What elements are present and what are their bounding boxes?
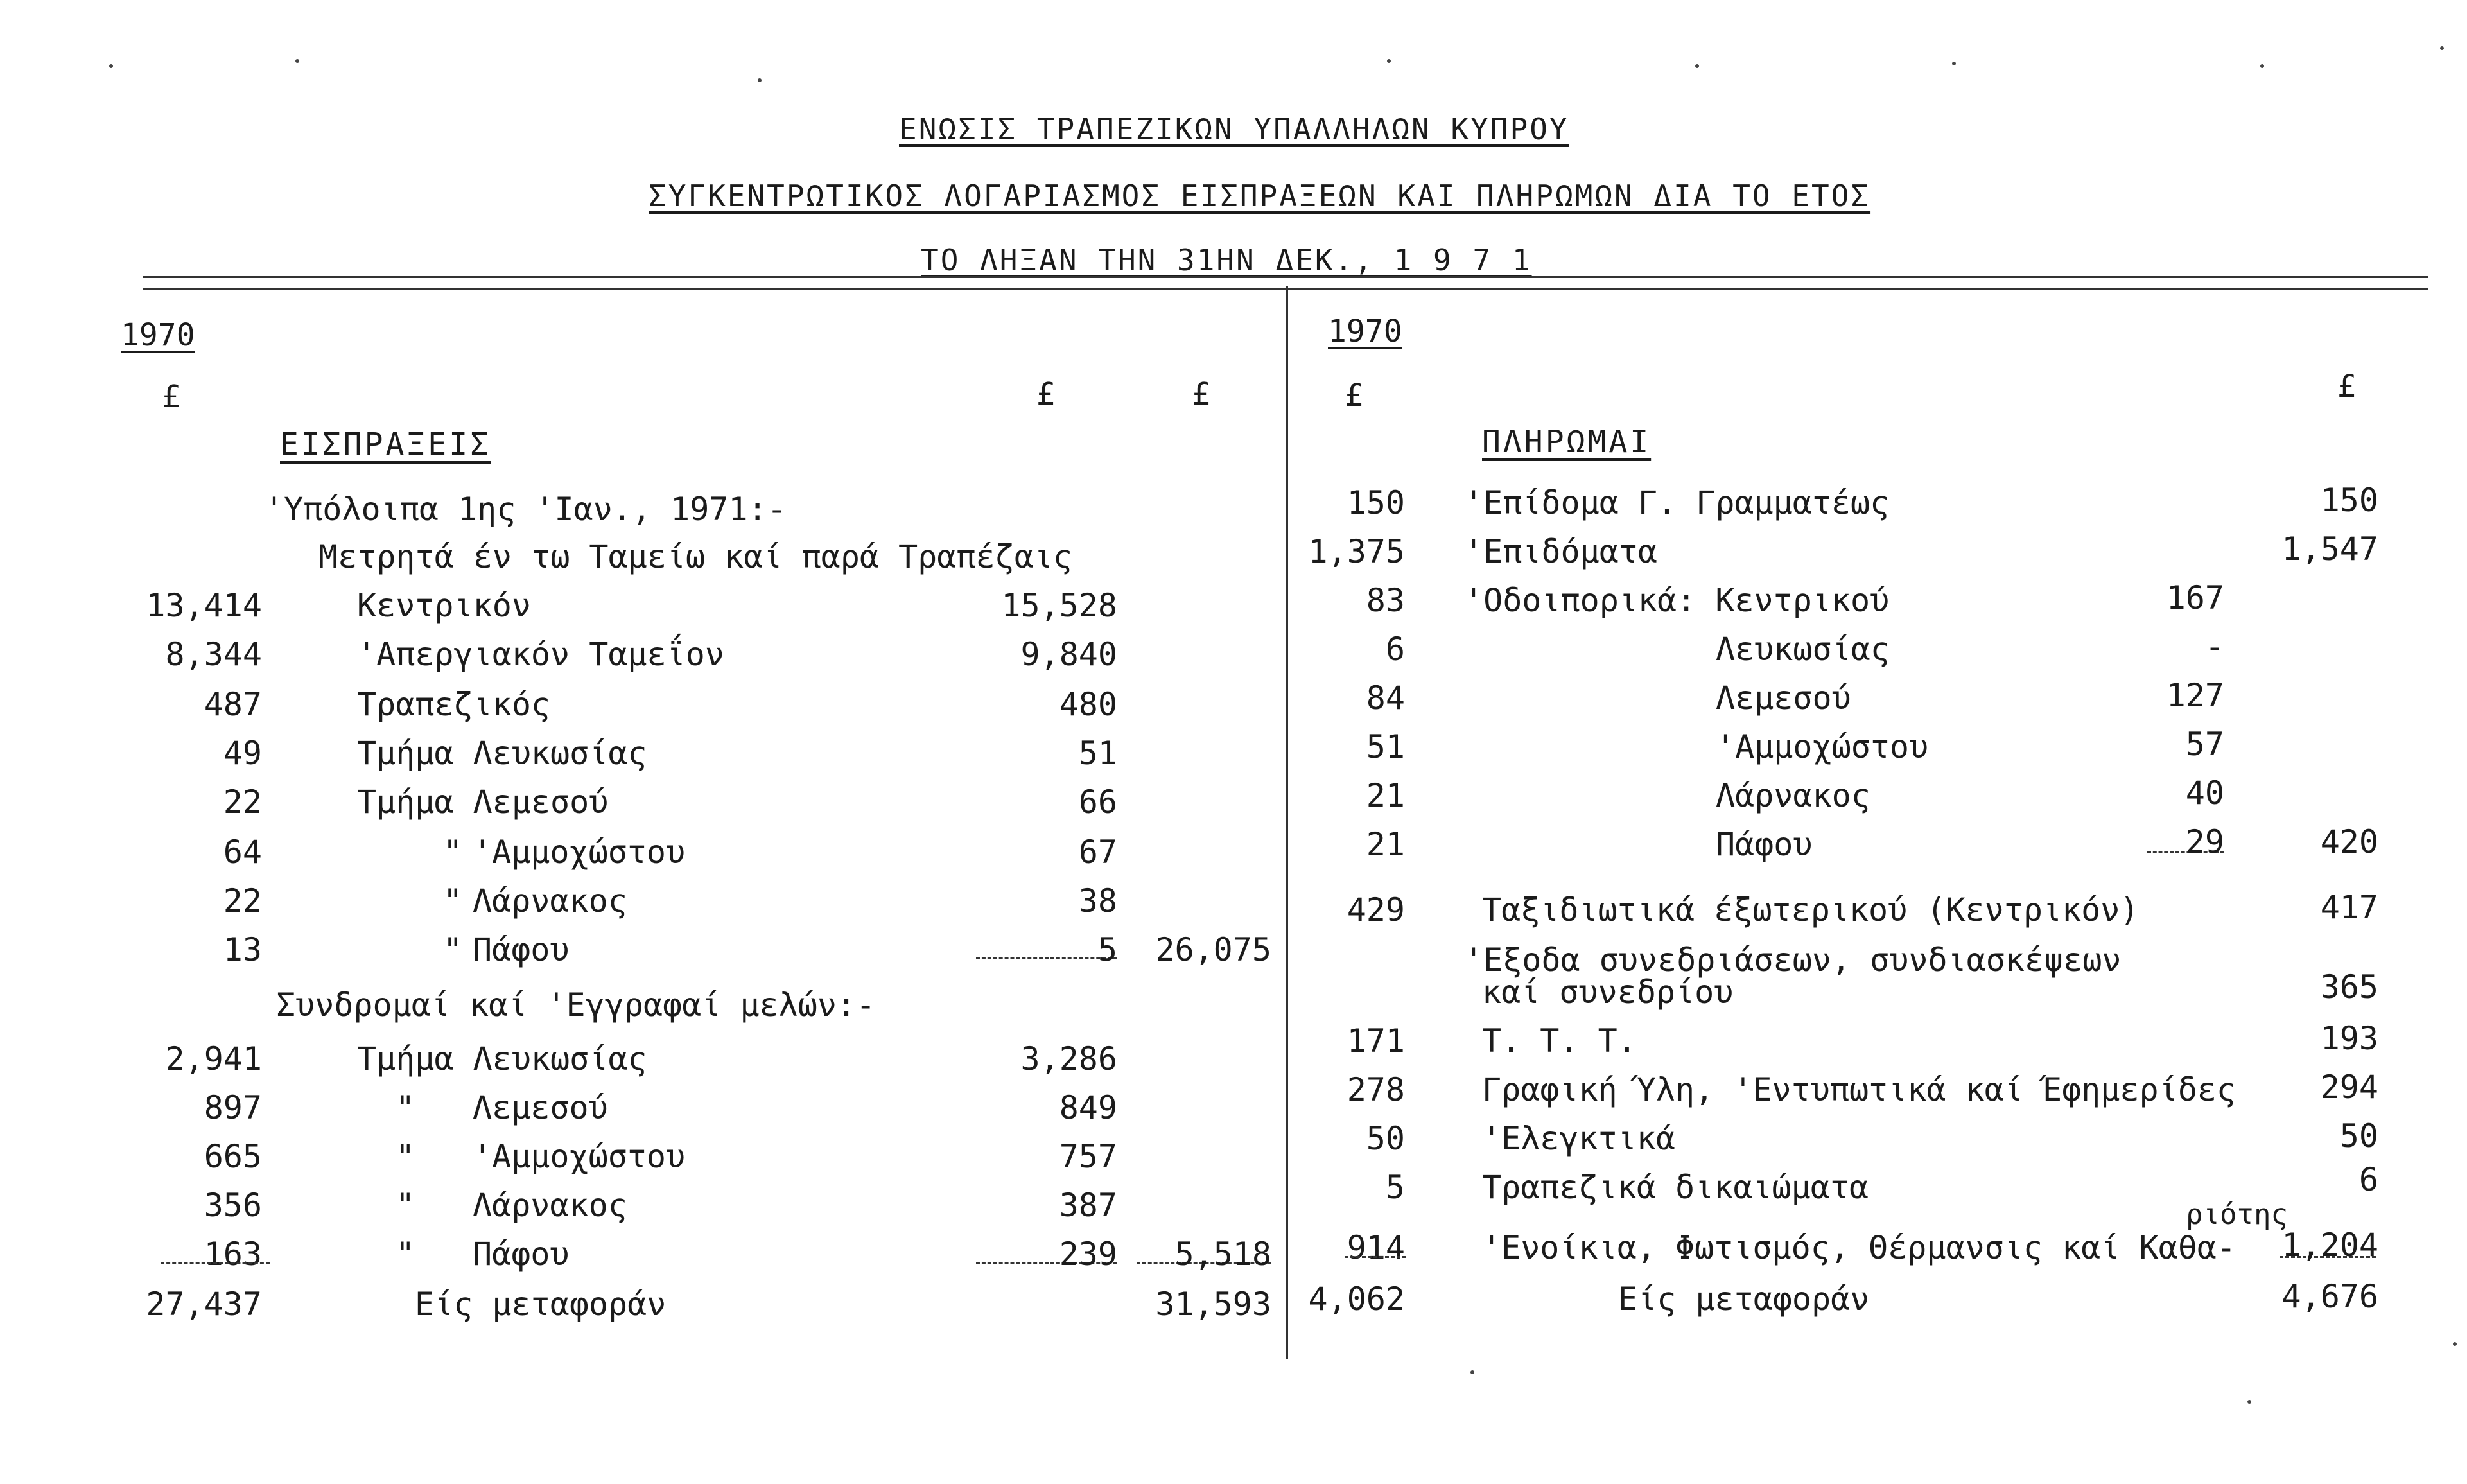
table-row-prev: 429 — [1347, 891, 1405, 929]
table-row-prev: 13 — [223, 931, 262, 968]
table-row-amount: 757 — [1059, 1138, 1117, 1175]
table-row-amount: 9,840 — [1020, 636, 1117, 673]
table-row-prev: 51 — [1366, 728, 1405, 765]
table-row-prev: 50 — [1366, 1120, 1405, 1157]
table-row-prev: 5 — [1385, 1169, 1405, 1206]
table-row-amount: 1,204 — [2281, 1226, 2378, 1264]
table-row-amount: 51 — [1078, 735, 1117, 772]
left-year-header: 1970 — [121, 317, 195, 353]
table-row-label: 'Εξοδα συνεδριάσεων, συνδιασκέψεων — [1464, 941, 2122, 979]
table-row-amount: 150 — [2320, 482, 2378, 519]
table-row-sub: 127 — [2166, 677, 2224, 714]
table-row-amount: 5 — [1097, 931, 1117, 968]
table-row-amount: 294 — [2320, 1069, 2378, 1106]
table-row-prev: 22 — [223, 882, 262, 920]
table-row-sub: 167 — [2166, 579, 2224, 616]
table-row-amount: 239 — [1059, 1235, 1117, 1273]
table-row-label-overflow: ριότης — [2186, 1198, 2288, 1231]
table-row-label: 'Αμμοχώστου — [473, 1138, 686, 1175]
scan-speck — [1695, 64, 1699, 68]
center-divider — [1286, 286, 1288, 1359]
prev-total-rule — [161, 1262, 270, 1264]
ditto-mark: " — [396, 1187, 415, 1224]
table-row-prev: 83 — [1366, 582, 1405, 619]
table-row-sub: 29 — [2185, 823, 2224, 860]
table-row-prev: 8,344 — [165, 636, 262, 673]
ditto-mark: " — [396, 1235, 415, 1273]
right-col-currency: £ — [2337, 369, 2356, 405]
table-row-label: Λάρνακος — [473, 882, 627, 920]
table-row-label: Τραπεζικός — [357, 686, 551, 723]
table-row-label: Ταξιδιωτικά έξωτερικού (Κεντρικόν) — [1482, 891, 2140, 929]
table-row-prev: 22 — [223, 783, 262, 821]
table-row-prev: 21 — [1366, 826, 1405, 863]
table-row-prev: 278 — [1347, 1071, 1405, 1108]
left-col2-currency: £ — [1192, 376, 1210, 412]
ditto-mark: " — [443, 834, 463, 871]
table-row-amount: 1,547 — [2281, 530, 2378, 568]
table-row-label: 'Αμμοχώστου — [1716, 728, 1929, 765]
right-carry-label: Είς μεταφοράν — [1618, 1280, 1870, 1318]
left-prev-currency: £ — [162, 379, 180, 415]
table-row-prev: 2,941 — [165, 1040, 262, 1078]
table-row-prev: 49 — [223, 735, 262, 772]
table-row-label: Πάφου — [473, 1235, 570, 1273]
table-row-label: Τμήμα Λεμεσού — [357, 783, 609, 821]
account-title: ΣΥΓΚΕΝΤΡΩΤΙΚΟΣ ΛΟΓΑΡΙΑΣΜΟΣ ΕΙΣΠΡΑΞΕΩΝ ΚΑΙ ΠΛΗΡΩΜΩΝ ΔΙΑ ΤΟ ΕΤΟΣ — [649, 179, 1871, 213]
table-row-prev: 665 — [204, 1138, 262, 1175]
ditto-mark: " — [443, 882, 463, 920]
table-row-label: Τραπεζικά δικαιώματα — [1482, 1169, 1869, 1206]
table-row-amount: 193 — [2320, 1020, 2378, 1057]
receipts-heading: ΕΙΣΠΡΑΞΕΙΣ — [280, 426, 491, 462]
table-row-amount: 849 — [1059, 1089, 1117, 1126]
prev-total-rule — [1345, 1256, 1406, 1258]
balances-heading: 'Υπόλοιπα 1ης 'Ιαν., 1971:- — [265, 491, 787, 528]
table-row-label: Κεντρικόν — [357, 587, 531, 624]
table-row-label-continued: καί συνεδρίου — [1482, 973, 1734, 1011]
table-row-total: 26,075 — [1155, 931, 1271, 968]
scan-speck — [2260, 64, 2264, 68]
table-row-amount: 15,528 — [1001, 587, 1117, 624]
table-row-amount: 50 — [2339, 1117, 2378, 1155]
table-row-prev: 6 — [1385, 631, 1405, 668]
right-carry-prev: 4,062 — [1308, 1280, 1405, 1318]
ditto-mark: " — [396, 1089, 415, 1126]
subscriptions-heading: Συνδρομαί καί 'Εγγραφαί μελών:- — [276, 986, 876, 1024]
right-prev-currency: £ — [1345, 378, 1363, 414]
table-row-amount: 387 — [1059, 1187, 1117, 1224]
table-row-label: T. T. T. — [1482, 1022, 1637, 1060]
cash-heading: Μετρητά έν τω Ταμείω καί παρά Τραπέζαις — [318, 538, 1072, 575]
table-row-prev: 84 — [1366, 679, 1405, 717]
scan-speck — [1952, 62, 1956, 65]
table-row-amount: 67 — [1078, 834, 1117, 871]
left-col1-currency: £ — [1036, 376, 1055, 412]
table-row-label: 'Οδοιπορικά: Κεντρικού — [1464, 582, 1890, 619]
table-row-label: Πάφου — [1716, 826, 1813, 863]
table-row-label: Τμήμα Λευκωσίας — [357, 735, 647, 772]
scan-speck — [295, 59, 299, 63]
left-carry-prev: 27,437 — [146, 1286, 262, 1323]
scan-speck — [1387, 59, 1391, 63]
scan-speck — [2247, 1400, 2251, 1404]
table-row-prev: 13,414 — [146, 587, 262, 624]
table-row-label: Λάρνακος — [1716, 777, 1870, 814]
table-row-prev: 163 — [204, 1235, 262, 1273]
table-row-sub: 40 — [2185, 774, 2224, 812]
left-carry-label: Είς μεταφοράν — [415, 1286, 667, 1323]
ditto-mark: " — [396, 1138, 415, 1175]
payments-heading: ΠΛΗΡΩΜΑΙ — [1482, 424, 1652, 460]
period-title: ΤΟ ΛΗΞΑΝ ΤΗΝ 31ΗΝ ΔΕΚ., 1 9 7 1 — [921, 243, 1532, 277]
table-row-amount: 6 — [2358, 1161, 2378, 1198]
table-row-label: Πάφου — [473, 931, 570, 968]
scan-speck — [2453, 1342, 2457, 1346]
right-year-header: 1970 — [1328, 313, 1402, 349]
table-row-label: Λάρνακος — [473, 1187, 627, 1224]
table-row-sub: - — [2204, 628, 2224, 665]
table-row-label: Γραφική Ύλη, 'Εντυπωτικά καί Έφημερίδες — [1482, 1071, 2236, 1108]
table-row-amount: 3,286 — [1020, 1040, 1117, 1078]
scan-speck — [109, 64, 113, 68]
table-row-label: Λεμεσού — [1716, 679, 1851, 717]
table-row-label: 'Επίδομα Γ. Γραμματέως — [1464, 484, 1890, 521]
table-row-amount: 38 — [1078, 882, 1117, 920]
table-row-prev: 64 — [223, 834, 262, 871]
table-row-amount: 420 — [2320, 823, 2378, 860]
table-row-prev: 21 — [1366, 777, 1405, 814]
table-row-total: 5,518 — [1174, 1235, 1271, 1273]
left-carry-total: 31,593 — [1155, 1286, 1271, 1323]
scan-speck — [1470, 1370, 1474, 1374]
ditto-mark: " — [443, 931, 463, 968]
table-row-prev: 150 — [1347, 484, 1405, 521]
table-row-label: Λευκωσίας — [1716, 631, 1890, 668]
table-row-label: Λεμεσού — [473, 1089, 608, 1126]
table-row-label: 'Ενοίκια, Φωτισμός, Θέρμανσις καί Καθα- — [1482, 1229, 2236, 1266]
table-row-prev: 171 — [1347, 1022, 1405, 1060]
table-row-label: 'Απεργιακόν Ταμεΐον — [357, 636, 724, 673]
table-row-prev: 487 — [204, 686, 262, 723]
table-row-prev: 914 — [1347, 1229, 1405, 1266]
table-row-prev: 1,375 — [1308, 533, 1405, 570]
right-carry-amount: 4,676 — [2281, 1278, 2378, 1315]
table-row-amount: 480 — [1059, 686, 1117, 723]
union-title: ΕΝΩΣΙΣ ΤΡΑΠΕΖΙΚΩΝ ΥΠΑΛΛΗΛΩΝ ΚΥΠΡΟΥ — [899, 112, 1569, 146]
table-row-label: 'Ελεγκτικά — [1482, 1120, 1676, 1157]
table-row-amount: 417 — [2320, 889, 2378, 926]
table-row-amount: 365 — [2320, 968, 2378, 1006]
table-row-label: Τμήμα Λευκωσίας — [357, 1040, 647, 1078]
table-row-label: 'Αμμοχώστου — [473, 834, 686, 871]
table-row-sub: 57 — [2185, 726, 2224, 763]
table-row-prev: 897 — [204, 1089, 262, 1126]
table-row-label: 'Επιδόματα — [1464, 533, 1658, 570]
table-row-amount: 66 — [1078, 783, 1117, 821]
scan-speck — [2440, 46, 2444, 50]
table-row-prev: 356 — [204, 1187, 262, 1224]
scan-speck — [758, 78, 762, 82]
